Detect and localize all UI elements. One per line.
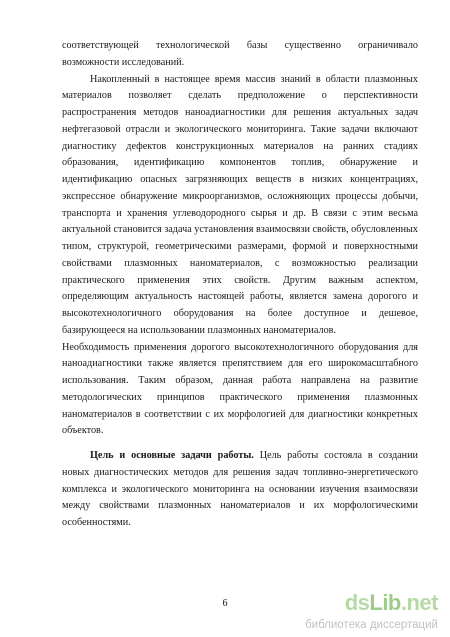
watermark-logo: dsLib.net [344, 590, 438, 615]
paragraph-continuation: соответствующей технологической базы существенно ограничивало возможности исследований. [62, 40, 418, 68]
page-number: 6 [222, 598, 228, 609]
paragraph-necessity: Необходимость применения дорогого высокотехнологичного оборудования для наноадиагностики также является препятствием для его широкомасштабного использования. Таким образом, данная работа направлена на развитие методологических принципов практического применения плазмонных наноматериалов в соответствии с их морфологией для диагностики конкретных объектов. [62, 341, 418, 437]
goals-heading: Цель и основные задачи работы. [90, 450, 254, 461]
goals-text: Цель работы состояла в создании новых диагностических методов для решения задач топливно-энергетического комплекса и экологического мониторинга на основании изучения взаимосвязи между свойствами плазмонных наноматериалов и их морфологическими особенностями. [62, 450, 419, 528]
paragraph-background: Накопленный в настоящее время массив знаний в области плазмонных материалов позволяет сделать предположение о перспективности распространения методов наноадиагностики для решения актуальных задач нефтегазовой отрасли и экологического мониторинга. Такие задачи включают диагностику дефектов конструкционных материалов на ранних стадиях образования, идентификацию компонентов топлив, обнаружение и идентификацию опасных загрязняющих веществ в низких концентрациях, экспрессное обнаружение микроорганизмов, осложняющих процессы добычи, транспорта и хранения углеводородного сырья и др. В связи с этим весьма актуальной становится задача установления взаимосвязи свойств, обусловленных типом, структурой, геометрическими размерами, формой и поверхностными свойствами плазмонных наноматериалов, с возможностью реализации практического применения этих свойств. Другим важным аспектом, определяющим актуальность настоящей работы, является замена дорогого и высокотехнологичного оборудования на более доступное и дешевое, базирующееся на использовании плазмонных наноматериалов. [62, 73, 418, 336]
document-body [62, 38, 418, 532]
paragraph-goals [62, 448, 418, 532]
watermark-tagline: библиотека диссертаций [305, 619, 438, 631]
watermark [282, 590, 444, 634]
